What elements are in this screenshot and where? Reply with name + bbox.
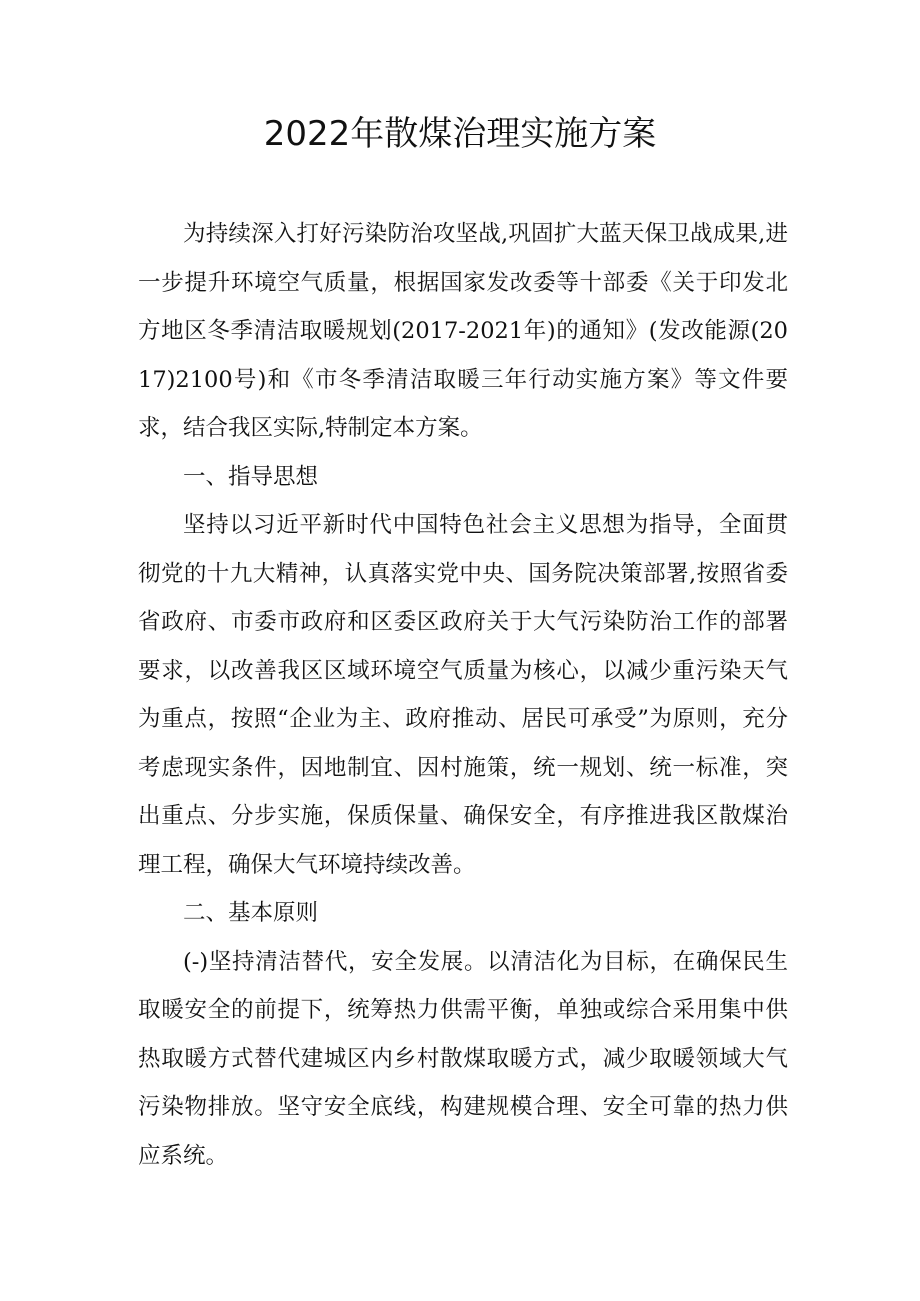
intro-paragraph: 为持续深入打好污染防治攻坚战,巩固扩大蓝天保卫战成果,进一步提升环境空气质量，根据国家发改委等十部委《关于印发北方地区冬季清洁取暖规划(2017-2021年)的通知》(发改能源(2017)2100号)和《市冬季清洁取暖三年行动实施方案》等文件要求，结合我区实际,特制定本方案。 <box>138 221 788 441</box>
document-title: 2022年散煤治理实施方案 <box>263 114 657 154</box>
section-heading-guiding-ideology: 一、指导思想 <box>183 463 319 490</box>
section-heading-basic-principles: 二、基本原则 <box>183 900 319 926</box>
document-body <box>138 210 788 1180</box>
guiding-ideology-paragraph: 坚持以习近平新时代中国特色社会主义思想为指导，全面贯彻党的十九大精神，认真落实党中央、国务院决策部署,按照省委省政府、市委市政府和区委区政府关于大气污染防治工作的部署要求，以改善我区区域环境空气质量为核心，以减少重污染天气为重点，按照“企业为主、政府推动、居民可承受”为原则，充分考虑现实条件，因地制宜、因村施策，统一规划、统一标准，突出重点、分步实施，保质保量、确保安全，有序推进我区散煤治理工程，确保大气环境持续改善。 <box>138 512 788 878</box>
principle-item-1: (-)坚持清洁替代，安全发展。以清洁化为目标，在确保民生取暖安全的前提下，统筹热力供需平衡，单独或综合采用集中供热取暖方式替代建城区内乡村散煤取暖方式，减少取暖领域大气污染物排放。坚守安全底线，构建规模合理、安全可靠的热力供应系统。 <box>138 948 788 1169</box>
